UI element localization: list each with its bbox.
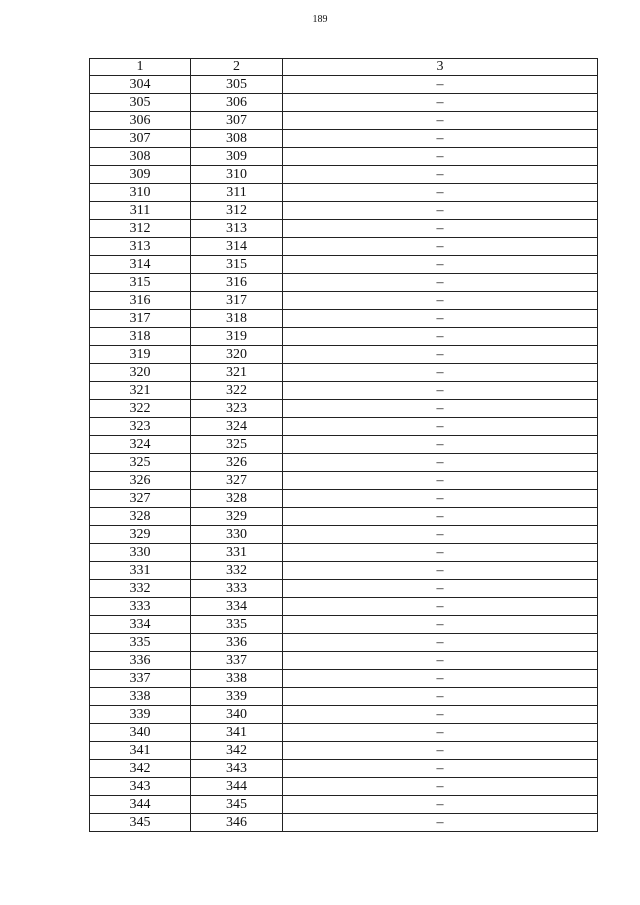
table-cell-col1: 335 xyxy=(90,634,191,652)
table-row xyxy=(90,814,598,832)
table-cell-col1: 314 xyxy=(90,256,191,274)
table-cell-col2: 334 xyxy=(191,598,283,616)
table-cell-col2: 345 xyxy=(191,796,283,814)
column-header-2: 2 xyxy=(191,59,283,76)
table-row xyxy=(90,418,598,436)
table-cell-col2: 335 xyxy=(191,616,283,634)
table-row xyxy=(90,112,598,130)
table-cell-col1: 312 xyxy=(90,220,191,238)
table-cell-col1: 325 xyxy=(90,454,191,472)
table-cell-col2: 320 xyxy=(191,346,283,364)
table-cell-col3: – xyxy=(283,202,598,220)
table-cell-col2: 346 xyxy=(191,814,283,832)
table-cell-col3: – xyxy=(283,508,598,526)
table-row xyxy=(90,526,598,544)
table-row xyxy=(90,202,598,220)
table-cell-col1: 345 xyxy=(90,814,191,832)
table-cell-col2: 324 xyxy=(191,418,283,436)
table-cell-col1: 337 xyxy=(90,670,191,688)
table-cell-col3: – xyxy=(283,436,598,454)
table-row xyxy=(90,328,598,346)
table-cell-col3: – xyxy=(283,328,598,346)
table-cell-col3: – xyxy=(283,724,598,742)
table-header-row xyxy=(90,59,598,76)
table-cell-col3: – xyxy=(283,616,598,634)
table-cell-col1: 309 xyxy=(90,166,191,184)
table-cell-col2: 341 xyxy=(191,724,283,742)
table-cell-col1: 338 xyxy=(90,688,191,706)
table-cell-col3: – xyxy=(283,580,598,598)
table-cell-col3: – xyxy=(283,418,598,436)
table-cell-col2: 344 xyxy=(191,778,283,796)
table-cell-col2: 339 xyxy=(191,688,283,706)
table-cell-col3: – xyxy=(283,148,598,166)
table-cell-col1: 343 xyxy=(90,778,191,796)
table-cell-col2: 343 xyxy=(191,760,283,778)
table-cell-col3: – xyxy=(283,760,598,778)
table-cell-col3: – xyxy=(283,94,598,112)
table-cell-col3: – xyxy=(283,292,598,310)
table-cell-col1: 342 xyxy=(90,760,191,778)
table-row xyxy=(90,400,598,418)
table-cell-col2: 308 xyxy=(191,130,283,148)
table-cell-col3: – xyxy=(283,652,598,670)
table-cell-col2: 322 xyxy=(191,382,283,400)
table-cell-col3: – xyxy=(283,472,598,490)
table-cell-col1: 340 xyxy=(90,724,191,742)
table-row xyxy=(90,796,598,814)
table-cell-col3: – xyxy=(283,346,598,364)
table-cell-col2: 326 xyxy=(191,454,283,472)
table-cell-col1: 311 xyxy=(90,202,191,220)
table-cell-col1: 334 xyxy=(90,616,191,634)
table-row xyxy=(90,616,598,634)
table-row xyxy=(90,238,598,256)
table-cell-col3: – xyxy=(283,814,598,832)
table-cell-col2: 331 xyxy=(191,544,283,562)
table-cell-col1: 318 xyxy=(90,328,191,346)
table-row xyxy=(90,598,598,616)
table-cell-col3: – xyxy=(283,598,598,616)
table-row xyxy=(90,490,598,508)
table-row xyxy=(90,130,598,148)
table-row xyxy=(90,148,598,166)
table-cell-col2: 307 xyxy=(191,112,283,130)
table-cell-col2: 327 xyxy=(191,472,283,490)
table-cell-col2: 306 xyxy=(191,94,283,112)
table-cell-col1: 341 xyxy=(90,742,191,760)
table-cell-col2: 317 xyxy=(191,292,283,310)
table-cell-col2: 329 xyxy=(191,508,283,526)
table-cell-col2: 330 xyxy=(191,526,283,544)
table-cell-col3: – xyxy=(283,670,598,688)
table-cell-col1: 327 xyxy=(90,490,191,508)
table-cell-col1: 308 xyxy=(90,148,191,166)
table-cell-col3: – xyxy=(283,256,598,274)
table-cell-col2: 340 xyxy=(191,706,283,724)
table-row xyxy=(90,184,598,202)
table-cell-col3: – xyxy=(283,688,598,706)
table-cell-col1: 313 xyxy=(90,238,191,256)
table-cell-col2: 321 xyxy=(191,364,283,382)
table-cell-col2: 310 xyxy=(191,166,283,184)
table-cell-col2: 319 xyxy=(191,328,283,346)
table-cell-col2: 309 xyxy=(191,148,283,166)
column-header-3: 3 xyxy=(283,59,598,76)
table-cell-col3: – xyxy=(283,526,598,544)
table-cell-col3: – xyxy=(283,490,598,508)
table-cell-col2: 332 xyxy=(191,562,283,580)
table-cell-col3: – xyxy=(283,634,598,652)
table-cell-col2: 305 xyxy=(191,76,283,94)
table-cell-col3: – xyxy=(283,742,598,760)
table-cell-col1: 331 xyxy=(90,562,191,580)
table-cell-col1: 316 xyxy=(90,292,191,310)
table-cell-col2: 336 xyxy=(191,634,283,652)
table-row xyxy=(90,364,598,382)
table-row xyxy=(90,508,598,526)
table-cell-col2: 313 xyxy=(191,220,283,238)
table-row xyxy=(90,454,598,472)
data-table xyxy=(89,58,598,832)
table-row xyxy=(90,742,598,760)
table-row xyxy=(90,382,598,400)
table-row xyxy=(90,472,598,490)
table-row xyxy=(90,436,598,454)
table-cell-col2: 312 xyxy=(191,202,283,220)
table-cell-col3: – xyxy=(283,382,598,400)
table-cell-col1: 307 xyxy=(90,130,191,148)
table-row xyxy=(90,688,598,706)
table-cell-col2: 328 xyxy=(191,490,283,508)
table-cell-col3: – xyxy=(283,112,598,130)
table-row xyxy=(90,670,598,688)
table-row xyxy=(90,94,598,112)
table-cell-col1: 320 xyxy=(90,364,191,382)
table-row xyxy=(90,346,598,364)
table-cell-col3: – xyxy=(283,130,598,148)
table-cell-col2: 338 xyxy=(191,670,283,688)
table-cell-col3: – xyxy=(283,310,598,328)
table-body xyxy=(90,76,598,832)
table-cell-col1: 315 xyxy=(90,274,191,292)
table-cell-col3: – xyxy=(283,778,598,796)
table-row xyxy=(90,166,598,184)
table-cell-col2: 325 xyxy=(191,436,283,454)
table-cell-col1: 305 xyxy=(90,94,191,112)
table-cell-col1: 317 xyxy=(90,310,191,328)
table-row xyxy=(90,706,598,724)
table-row xyxy=(90,760,598,778)
table-cell-col1: 321 xyxy=(90,382,191,400)
table-cell-col3: – xyxy=(283,220,598,238)
table-row xyxy=(90,634,598,652)
table-row xyxy=(90,724,598,742)
table-cell-col1: 324 xyxy=(90,436,191,454)
table-cell-col1: 322 xyxy=(90,400,191,418)
table-cell-col3: – xyxy=(283,562,598,580)
table-cell-col1: 310 xyxy=(90,184,191,202)
table-cell-col2: 318 xyxy=(191,310,283,328)
table-cell-col1: 326 xyxy=(90,472,191,490)
table-cell-col1: 330 xyxy=(90,544,191,562)
table-row xyxy=(90,256,598,274)
table-cell-col3: – xyxy=(283,796,598,814)
table-cell-col1: 323 xyxy=(90,418,191,436)
table-cell-col1: 328 xyxy=(90,508,191,526)
table-cell-col1: 319 xyxy=(90,346,191,364)
table-cell-col1: 344 xyxy=(90,796,191,814)
table-row xyxy=(90,310,598,328)
table-cell-col2: 333 xyxy=(191,580,283,598)
table-cell-col2: 342 xyxy=(191,742,283,760)
table-cell-col3: – xyxy=(283,400,598,418)
table-cell-col3: – xyxy=(283,454,598,472)
table-cell-col1: 306 xyxy=(90,112,191,130)
table-cell-col1: 329 xyxy=(90,526,191,544)
table-row xyxy=(90,544,598,562)
table-cell-col1: 304 xyxy=(90,76,191,94)
table-row xyxy=(90,580,598,598)
table-row xyxy=(90,292,598,310)
table-cell-col1: 333 xyxy=(90,598,191,616)
table-cell-col3: – xyxy=(283,364,598,382)
table-cell-col2: 337 xyxy=(191,652,283,670)
page-number: 189 xyxy=(312,14,328,25)
table-cell-col1: 339 xyxy=(90,706,191,724)
table-cell-col3: – xyxy=(283,544,598,562)
table-cell-col2: 323 xyxy=(191,400,283,418)
table-cell-col3: – xyxy=(283,238,598,256)
table-cell-col3: – xyxy=(283,166,598,184)
table-cell-col2: 315 xyxy=(191,256,283,274)
table-row xyxy=(90,76,598,94)
table-cell-col3: – xyxy=(283,184,598,202)
table-cell-col2: 316 xyxy=(191,274,283,292)
table-row xyxy=(90,562,598,580)
table-row xyxy=(90,778,598,796)
table-row xyxy=(90,652,598,670)
table-cell-col1: 336 xyxy=(90,652,191,670)
column-header-1: 1 xyxy=(90,59,191,76)
table-row xyxy=(90,220,598,238)
table-cell-col3: – xyxy=(283,76,598,94)
table-row xyxy=(90,274,598,292)
table-cell-col1: 332 xyxy=(90,580,191,598)
table-cell-col3: – xyxy=(283,274,598,292)
table-cell-col2: 314 xyxy=(191,238,283,256)
table-cell-col2: 311 xyxy=(191,184,283,202)
table-cell-col3: – xyxy=(283,706,598,724)
